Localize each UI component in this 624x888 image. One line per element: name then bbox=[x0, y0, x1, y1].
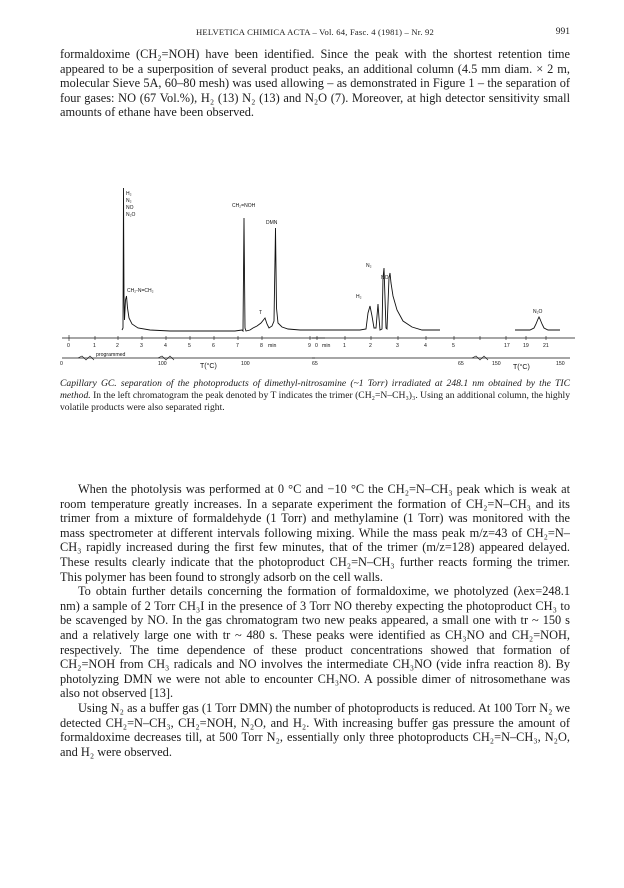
caption-italic: Capillary GC. separation of the photoproducts of dimethyl-nitrosamine (~1 Torr) irradiated at 248.1 nm obtained by the TIC method. bbox=[60, 378, 570, 402]
text-line: delayed. These results clearly indicate that the photoproduct CH₂=N–CH₃ further bbox=[60, 540, 570, 569]
text-line: additional column (4.5 mm diam. × 2 m, molecular Sieve 5A, 60–80 mesh) was used bbox=[60, 61, 570, 91]
text-line: thereby expecting the photoproduct CH₃ to be scavenged by NO. In the gas bbox=[60, 598, 570, 628]
left-chromatogram bbox=[60, 188, 325, 370]
text-line: To obtain further details concerning the formation of formaldoxime, we bbox=[78, 584, 449, 599]
text-line: Vol.%), H₂ (13) N₂ (13) and N₂O (7). Moreover, at high detector sensitivity small bbox=[159, 90, 570, 105]
tick-label: 3 bbox=[140, 343, 143, 349]
tick-label: 0 bbox=[67, 343, 70, 349]
tick-label: 1 bbox=[343, 343, 346, 349]
tick-label: 1 bbox=[93, 343, 96, 349]
text-line: CH₃NO (vide infra reaction 8). By photolyzing DMN we were not able to encounter bbox=[60, 657, 570, 686]
temp-tick: 65 bbox=[312, 361, 318, 367]
text-line: allowing – as demonstrated in Figure 1 – the separation of four gases: NO (67 bbox=[60, 76, 570, 105]
right-n2o-trace bbox=[515, 317, 560, 330]
temp-tick: 0 bbox=[60, 361, 63, 367]
tick-label: 0 bbox=[315, 343, 318, 349]
paragraph-1 bbox=[60, 47, 570, 120]
peak-label-n2o: N₂O bbox=[126, 212, 136, 218]
paragraph-intro bbox=[60, 47, 570, 120]
temp-tick: 65 bbox=[458, 361, 464, 367]
right-temp-axis-label: T(°C) bbox=[513, 364, 530, 371]
text-line: observed. bbox=[124, 744, 172, 759]
peak-label-no: NO bbox=[126, 205, 134, 211]
right-chromatogram bbox=[312, 263, 575, 371]
text-line: which is weak at room temperature greatly increases. In a separate experiment the bbox=[60, 482, 571, 511]
tick-label: 4 bbox=[424, 343, 427, 349]
tick-label: min bbox=[322, 343, 331, 349]
caption-roman: In the left chromatogram the peak denoted by T indicates the trimer (CH₂=N–CH₃)₃. Using an additional column, the highly volatile products were also separated right. bbox=[60, 390, 570, 414]
tick-label: 2 bbox=[116, 343, 119, 349]
paragraph-3 bbox=[60, 584, 570, 701]
text-line: photolyzed (λex=248.1 nm) a sample of 2 Torr CH₃I in the presence of 3 Torr NO bbox=[60, 584, 571, 613]
page-number: 991 bbox=[555, 27, 570, 37]
journal-running-title: HELVETICA CHIMICA ACTA – Vol. 64, Fasc. 4 (1981) – Nr. 92 bbox=[195, 27, 435, 37]
left-signal-trace bbox=[122, 188, 322, 331]
figure-caption bbox=[60, 378, 570, 415]
caption-text bbox=[60, 378, 570, 415]
tick-label: 2 bbox=[369, 343, 372, 349]
peak-label-n2: N₂ bbox=[126, 198, 132, 204]
peak-label-formaldoxime: CH₂=NOH bbox=[232, 203, 256, 209]
text-line: and methylamine (1 Torr) was monitored with the mass spectrometer at different bbox=[60, 511, 570, 540]
tick-label: 4 bbox=[164, 343, 167, 349]
tick-label: 21 bbox=[543, 343, 549, 349]
peak-label-dmn: DMN bbox=[266, 220, 278, 226]
text-line: increasing buffer gas pressure the amount of formaldoxime decreases till, at 500 bbox=[60, 715, 570, 745]
text-line: amounts of ethane have been observed. bbox=[60, 105, 254, 120]
running-header bbox=[60, 27, 570, 41]
peak-label-h2: H₂ bbox=[126, 191, 132, 197]
temp-tick: 100 bbox=[241, 361, 250, 367]
text-line: respectively. The time dependence of these product concentrations showed that bbox=[60, 642, 495, 657]
peak-label-trimer: T bbox=[259, 310, 263, 316]
tick-label: 7 bbox=[236, 343, 239, 349]
peak-label-no-right: NO bbox=[381, 275, 389, 281]
tick-label: 5 bbox=[452, 343, 455, 349]
peak-label-n2o-right: N₂O bbox=[533, 309, 543, 315]
paragraph-2 bbox=[60, 482, 570, 584]
programmed-label: programmed bbox=[96, 352, 126, 358]
body-text-continued bbox=[60, 482, 570, 759]
tick-label: 17 bbox=[504, 343, 510, 349]
tick-label: min bbox=[268, 343, 277, 349]
text-line: Torr N₂, essentially only three photoproducts CH₂=N–CH₃, N₂O, and H₂ were bbox=[60, 730, 570, 759]
tick-label: 6 bbox=[212, 343, 215, 349]
text-line: chromatogram two new peaks appeared, a small one with tr ~ 150 s and a relatively bbox=[60, 613, 570, 642]
peak-label-h2-right: H₂ bbox=[356, 294, 362, 300]
text-line: formation of CH₂=N–CH₃ and its trimer from a mixture of formaldehyde (1 Torr) bbox=[60, 496, 570, 526]
text-line: cell walls. bbox=[332, 569, 383, 584]
chromatogram-svg bbox=[60, 178, 575, 373]
text-line: retention time appeared to be a superposition of several product peaks, an bbox=[60, 47, 570, 76]
tick-label: 9 bbox=[308, 343, 311, 349]
peak-label-n2-right: N₂ bbox=[366, 263, 372, 269]
paragraph-4 bbox=[60, 701, 570, 759]
text-line: At 100 Torr N₂ we detected CH₂=N–CH₃, CH₂=NOH, N₂O, and H₂. With bbox=[60, 700, 570, 730]
tick-label: 3 bbox=[396, 343, 399, 349]
tick-label: 19 bbox=[523, 343, 529, 349]
tick-label: 5 bbox=[188, 343, 191, 349]
right-signal-trace bbox=[315, 268, 440, 330]
text-line: reacts forming the trimer. This polymer has been found to strongly adsorb on the bbox=[60, 554, 570, 584]
text-line: intervals following mixing. While the mass peak m/z=43 of CH₂=N–CH₃ rapidly bbox=[60, 525, 570, 555]
temp-tick: 100 bbox=[158, 361, 167, 367]
temp-tick: 150 bbox=[556, 361, 565, 367]
text-line: increased during the first few minutes, that of the trimer (m/z=128) appeared bbox=[125, 540, 524, 555]
text-line: CH₃NO. A possible dimer of nitrosomethane was also not observed [13]. bbox=[60, 671, 570, 701]
temp-tick: 150 bbox=[492, 361, 501, 367]
left-temp-axis-label: T(°C) bbox=[200, 363, 217, 370]
tick-label: 8 bbox=[260, 343, 263, 349]
text-line: Using N₂ as a buffer gas (1 Torr DMN) the number of photoproducts is reduced. bbox=[78, 700, 476, 715]
text-line: large one with tr ~ 480 s. These peaks were identified as CH₃NO and CH₂=NOH, bbox=[144, 627, 570, 642]
text-line: When the photolysis was performed at 0 °C and −10 °C the CH₂=N–CH₃ peak bbox=[78, 482, 480, 496]
figure-1-chromatograms bbox=[60, 178, 575, 373]
text-line: formaldoxime (CH₂=NOH) have been identified. Since the peak with the shortest bbox=[60, 47, 493, 61]
text-line: formation of CH₂=NOH from CH₃ radicals and NO involves the intermediate bbox=[60, 642, 571, 672]
peak-label-imine: CH₂-N=CH₂ bbox=[127, 288, 154, 294]
